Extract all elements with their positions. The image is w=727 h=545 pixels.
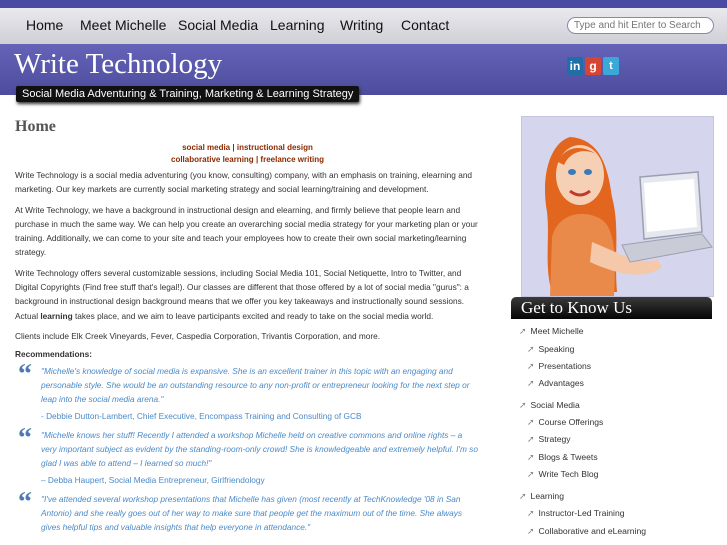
topic-links xyxy=(15,142,480,166)
twitter-icon[interactable]: t xyxy=(603,57,619,75)
sidebar-item-learning[interactable] xyxy=(519,491,564,502)
pushpin-icon: ➚ xyxy=(527,344,535,354)
link-separator: | xyxy=(232,143,235,152)
main-content xyxy=(15,118,480,541)
quote-mark-icon: “ xyxy=(18,423,32,455)
pushpin-icon: ➚ xyxy=(519,491,527,501)
woman-with-laptop-illustration xyxy=(521,116,714,297)
site-title[interactable]: Write Technology xyxy=(14,48,223,80)
recommendation-quote xyxy=(15,359,480,423)
google-icon[interactable]: g xyxy=(585,57,601,75)
nav-social-media[interactable]: Social Media xyxy=(178,17,259,33)
quote-text: "Michelle's knowledge of social media is expansive. She is an excellent trainer in this topic with an engaging and personable style. She would be an outstanding resource to any non-profit or entrepreneur looking for the next step or leap into the social media arena." xyxy=(41,366,470,404)
sidebar-item-label: Write Tech Blog xyxy=(538,469,599,479)
pushpin-icon: ➚ xyxy=(527,378,535,388)
page-title: Home xyxy=(15,118,56,135)
sidebar-item-label: Course Offerings xyxy=(538,417,604,427)
link-separator: | xyxy=(255,155,259,164)
quote-attribution: – Debba Haupert, Social Media Entrepreneur, Girlfriendology xyxy=(41,475,265,486)
sidebar-item-blogs-tweets[interactable] xyxy=(527,452,598,463)
recommendation-quote xyxy=(15,487,480,534)
background-paragraph: At Write Technology, we have a background in instructional design and elearning, and firmly believe that people learn and purchase in much the same way. We can help you create an overarching social media strategy for your marketing plan or your training. Additionally, we can come to your site and teach your employees how to create their own social marketing/learning strategy. xyxy=(15,204,478,258)
link-social-media[interactable]: social media xyxy=(182,143,231,152)
pushpin-icon: ➚ xyxy=(527,452,535,462)
pushpin-icon: ➚ xyxy=(527,526,535,536)
sidebar-item-collaborative-elearning[interactable] xyxy=(527,526,646,537)
sidebar-item-label: Meet Michelle xyxy=(530,326,584,336)
recommendation-quote xyxy=(15,423,480,487)
quote-text: "Michelle knows her stuff! Recently I attended a workshop Michelle held on creative commons and online rights – a very important subject as evident by the standing-room-only crowd! She is knowledgeable and extremely helpful. I'm so glad I was able to attend – I learned so much!" xyxy=(41,430,478,468)
pushpin-icon: ➚ xyxy=(519,326,527,336)
quote-mark-icon: “ xyxy=(18,359,32,391)
pushpin-icon: ➚ xyxy=(527,434,535,444)
pushpin-icon: ➚ xyxy=(519,400,527,410)
sessions-text-end: takes place, and we aim to leave participants excited and ready to take on the social media world. xyxy=(72,310,434,321)
sessions-bold-text: learning xyxy=(40,310,73,321)
sidebar-item-label: Instructor-Led Training xyxy=(538,508,625,518)
intro-paragraph: Write Technology is a social media adventuring (you know, consulting) company, with an emphasis on training, elearning and marketing. Our key markets are currently social marketing strategy and social learning/training and development. xyxy=(15,170,473,195)
sidebar-item-write-tech-blog[interactable] xyxy=(527,469,598,480)
site-tagline: Social Media Adventuring & Training, Marketing & Learning Strategy xyxy=(16,86,359,102)
link-instructional-design[interactable]: instructional design xyxy=(236,143,313,152)
pushpin-icon: ➚ xyxy=(527,417,535,427)
sidebar-item-label: Presentations xyxy=(538,361,592,371)
sidebar-item-label: Advantages xyxy=(538,378,584,388)
sidebar-item-instructor-led-training[interactable] xyxy=(527,508,625,519)
sidebar-item-speaking[interactable] xyxy=(527,344,574,355)
sidebar-item-social-media[interactable] xyxy=(519,400,580,411)
pushpin-icon: ➚ xyxy=(527,361,535,371)
sidebar-title: Get to Know Us xyxy=(511,297,712,319)
sidebar-item-meet-michelle[interactable] xyxy=(519,326,584,337)
top-strip xyxy=(0,0,727,8)
sidebar-item-label: Speaking xyxy=(538,344,575,354)
sidebar-item-label: Learning xyxy=(530,491,564,501)
nav-contact[interactable]: Contact xyxy=(401,17,450,33)
nav-home[interactable]: Home xyxy=(26,17,64,33)
linkedin-icon[interactable]: in xyxy=(567,57,583,75)
clients-paragraph: Clients include Elk Creek Vineyards, Fever, Caspedia Corporation, Trivantis Corporation, and more. xyxy=(15,330,381,341)
sidebar-item-presentations[interactable] xyxy=(527,361,591,372)
sidebar-item-label: Blogs & Tweets xyxy=(538,452,598,462)
sidebar-item-advantages[interactable] xyxy=(527,378,584,389)
sessions-paragraph xyxy=(15,266,480,323)
quote-text: "I've attended several workshop presentations that Michelle has given (most recently at TechKnowledge '08 in San Antonio) and she really goes out of her way to make sure that people get the maximum out of the time. She always gives helpful tips and valuable insights that help everyone in attendance." xyxy=(41,494,463,532)
sidebar-item-label: Strategy xyxy=(538,434,571,444)
link-collaborative-learning[interactable]: collaborative learning xyxy=(171,155,254,164)
nav-writing[interactable]: Writing xyxy=(340,17,384,33)
nav-learning[interactable]: Learning xyxy=(270,17,325,33)
pushpin-icon: ➚ xyxy=(527,508,535,518)
sidebar-item-strategy[interactable] xyxy=(527,434,571,445)
pushpin-icon: ➚ xyxy=(527,469,535,479)
quote-mark-icon: “ xyxy=(18,487,32,519)
recommendations-heading: Recommendations: xyxy=(15,349,92,360)
link-freelance-writing[interactable]: freelance writing xyxy=(260,155,324,164)
sidebar-item-course-offerings[interactable] xyxy=(527,417,603,428)
nav-meet-michelle[interactable]: Meet Michelle xyxy=(80,17,167,33)
quote-attribution: - Debbie Dutton-Lambert, Chief Executive, Encompass Training and Consulting of GCB xyxy=(41,411,362,422)
search-input[interactable] xyxy=(567,17,714,34)
sidebar-item-label: Social Media xyxy=(530,400,580,410)
sidebar-item-label: Collaborative and eLearning xyxy=(538,526,647,536)
sessions-text: Write Technology offers several customizable sessions, including Social Media 101, Social Netiquette, Intro to Twitter, and Digital Copyrights (Find free stuff that's legal!). Our classes are different that those offered by a lot of social media "gurus": a background in instructional design background means that we offer you key takeaways and instructionally sound sessions. Actual xyxy=(15,267,469,321)
